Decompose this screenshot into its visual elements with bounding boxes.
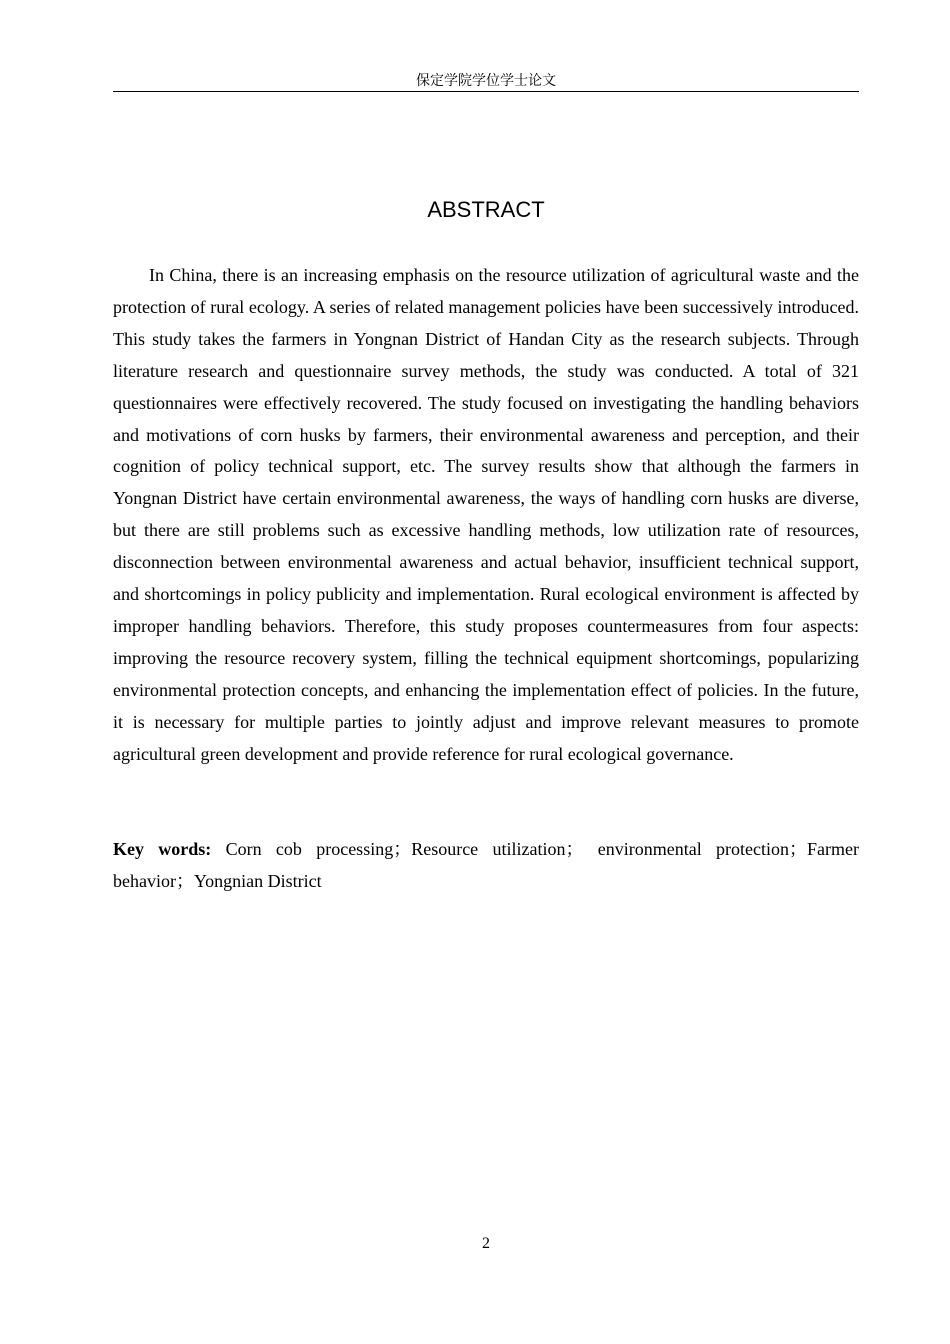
abstract-body: In China, there is an increasing emphasis on the resource utilization of agricultural waste and the protection of rural ecology. A series of related management policies have been successively introduced. This study takes the farmers in Yongnan District of Handan City as the research subjects. Through literature research and questionnaire survey methods, the study was conducted. A total of 321 questionnaires were effectively recovered. The study focused on investigating the handling behaviors and motivations of corn husks by farmers, their environmental awareness and perception, and their cognition of policy technical support, etc. The survey results show that although the farmers in Yongnan District have certain environmental awareness, the ways of handling corn husks are diverse, but there are still problems such as excessive handling methods, low utilization rate of resources, disconnection between environmental awareness and actual behavior, insufficient technical support, and shortcomings in policy publicity and implementation. Rural ecological environment is affected by improper handling behaviors. Therefore, this study proposes countermeasures from four aspects: improving the resource recovery system, filling the technical equipment shortcomings, popularizing environmental protection concepts, and enhancing the implementation effect of policies. In the future, it is necessary for multiple parties to jointly adjust and improve relevant measures to promote agricultural green development and provide reference for rural ecological governance.: [113, 265, 859, 764]
keywords-text: Corn cob processing；Resource utilization； environmental protection；Farmer behavior；Yongnian District: [113, 839, 859, 891]
keywords-paragraph: [113, 834, 859, 898]
abstract-heading: ABSTRACT: [427, 197, 545, 222]
page-header: [113, 72, 859, 92]
keywords-label: Key words:: [113, 839, 212, 859]
header-title: 保定学院学位学士论文: [416, 73, 556, 89]
page-number: 2: [482, 1235, 490, 1252]
